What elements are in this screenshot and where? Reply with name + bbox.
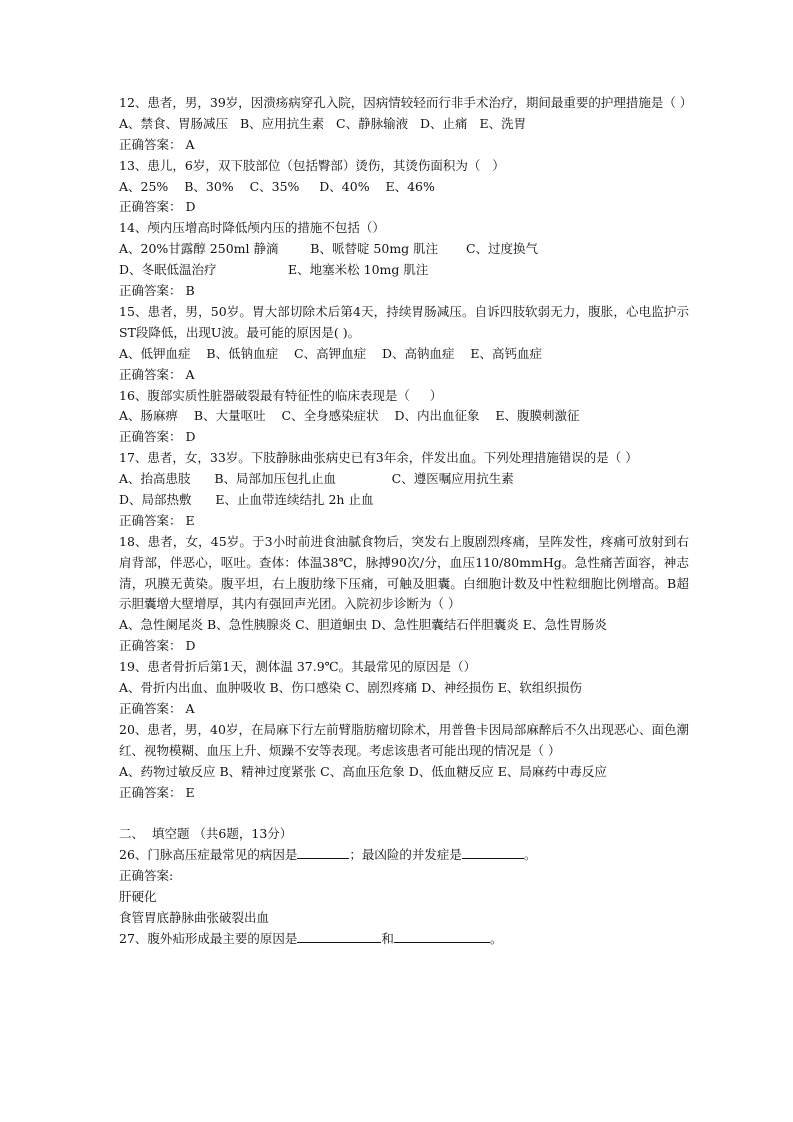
q17-options-2: D、局部热敷 E、止血带连续结扎 2h 止血 — [119, 491, 374, 507]
q13-options: A、25% B、30% C、35% D、40% E、46% — [119, 178, 435, 194]
q20-answer: 正确答案： E — [119, 784, 195, 800]
q17-options-1: A、抬高患肢 B、局部加压包扎止血 C、遵医嘱应用抗生素 — [119, 471, 514, 487]
section-2-title: 二、 填空题 （共6题，13分） — [119, 826, 293, 842]
q16-answer: 正确答案： D — [119, 429, 196, 445]
q12-stem: 12、患者，男，39岁，因溃疡病穿孔入院，因病情较轻而行非手术治疗，期间最重要的护理措施是（ ） — [119, 95, 693, 110]
q27-text-2: 和 — [381, 930, 394, 946]
q14-options-2: D、冬眠低温治疗 E、地塞米松 10mg 肌注 — [119, 262, 429, 278]
section-spacer — [119, 803, 689, 824]
q20-stem: 20、患者，男，40岁，在局麻下行左前臂脂肪瘤切除术，用普鲁卡因局部麻醉后不久出现恶心、面色潮红、视物模糊、血压上升、烦躁不安等表现。考虑该患者可能出现的情况是（ ） — [119, 721, 689, 758]
q26-answer-label: 正确答案: — [119, 868, 174, 884]
q14-stem: 14、颅内压增高时降低颅内压的措施不包括（） — [119, 220, 385, 236]
q18-options: A、急性阑尾炎 B、急性胰腺炎 C、胆道蛔虫 D、急性胆囊结石伴胆囊炎 E、急性胃肠炎 — [119, 617, 607, 633]
q27-text-3: 。 — [489, 930, 503, 946]
q20-options: A、药物过敏反应 B、精神过度紧张 C、高血压危象 D、低血糖反应 E、局麻药中毒反应 — [119, 763, 607, 779]
q26-text-1: 26、门脉高压症最常见的病因是 — [119, 847, 298, 863]
q13-answer: 正确答案： D — [119, 199, 196, 215]
q27-text-1: 27、腹外疝形成最主要的原因是 — [119, 930, 298, 946]
q27-blank-2 — [394, 929, 490, 943]
q15-stem: 15、患者，男，50岁。胃大部切除术后第4天，持续胃肠减压。自诉四肢软弱无力，腹胀，心电监护示ST段降低，出现U波。最可能的原因是( )。 — [119, 303, 689, 340]
q13-stem: 13、患儿，6岁，双下肢部位（包括臀部）烫伤，其烫伤面积为（ ） — [119, 157, 505, 173]
q15-options: A、低钾血症 B、低钠血症 C、高钾血症 D、高钠血症 E、高钙血症 — [119, 345, 542, 361]
q19-stem: 19、患者骨折后第1天，测体温 37.9℃。其最常见的原因是（） — [119, 659, 477, 675]
q14-options-1: A、20%甘露醇 250ml 静滴 B、哌替啶 50mg 肌注 C、过度换气 — [119, 241, 539, 257]
q26-blank-1 — [297, 845, 349, 859]
q14-answer: 正确答案： B — [119, 283, 195, 299]
q26-text-3: 。 — [523, 847, 537, 863]
q26-answer-2: 食管胃底静脉曲张破裂出血 — [119, 909, 270, 925]
q16-stem: 16、腹部实质性脏器破裂最有特征性的临床表现是（ ） — [119, 387, 443, 403]
exam-page — [119, 93, 693, 950]
q19-options: A、骨折内出血、血肿吸收 B、伤口感染 C、剧烈疼痛 D、神经损伤 E、软组织损伤 — [119, 680, 582, 696]
q16-options: A、肠麻痹 B、大量呕吐 C、全身感染症状 D、内出血征象 E、腹膜刺激征 — [119, 408, 580, 424]
q12-answer: 正确答案： A — [119, 136, 195, 152]
q26-stem — [119, 845, 689, 866]
q17-stem: 17、患者，女，33岁。下肢静脉曲张病史已有3年余，伴发出血。下列处理措施错误的是（ ） — [119, 450, 638, 466]
q26-blank-2 — [462, 845, 524, 859]
q18-stem: 18、患者，女，45岁。于3小时前进食油腻食物后，突发右上腹剧烈疼痛，呈阵发性，疼痛可放射到右肩背部，伴恶心，呕吐。查体：体温38℃，脉搏90次/分，血压110/80mmHg。急性痛苦面容，神志清，巩膜无黄染。腹平坦，右上腹肋缘下压痛，可触及胆囊。白细胞计数及中性粒细胞比例增高。B超示胆囊增大壁增厚，其内有强回声光团。入院初步诊断为（ ） — [119, 533, 689, 612]
q19-answer: 正确答案： A — [119, 700, 195, 716]
q12-options: A、禁食、胃肠减压 B、应用抗生素 C、静脉输液 D、止痛 E、洗胃 — [119, 115, 527, 131]
q27-blank-1 — [297, 929, 381, 943]
q18-answer: 正确答案： D — [119, 638, 196, 654]
q26-answer-1: 肝硬化 — [119, 889, 157, 904]
q15-answer: 正确答案： A — [119, 366, 195, 382]
q17-answer: 正确答案： E — [119, 512, 195, 528]
q26-text-2: ；最凶险的并发症是 — [349, 847, 462, 863]
q27-stem — [119, 929, 689, 950]
